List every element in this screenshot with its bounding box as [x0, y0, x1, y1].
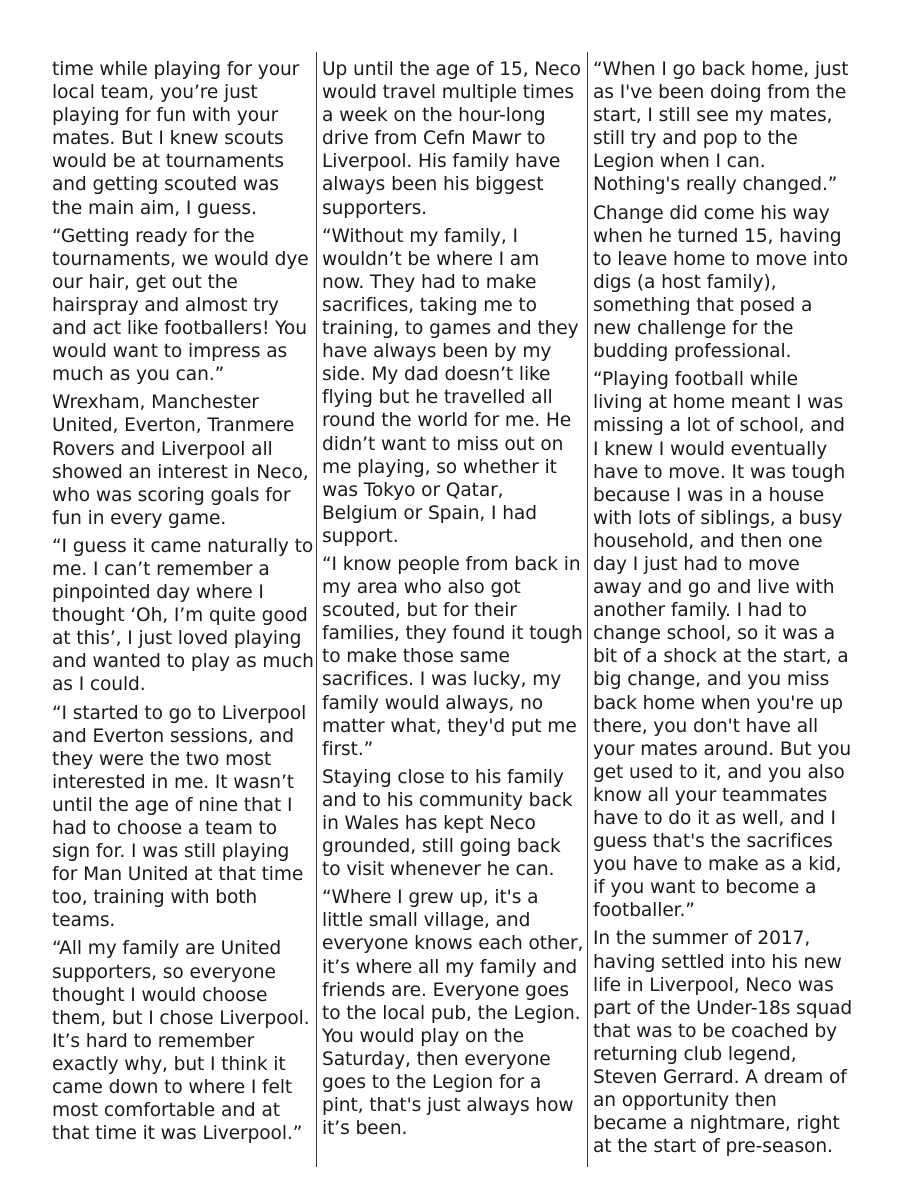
paragraph: In the summer of 2017, having settled into his new life in Liverpool, Neco was part of the Under-18s squad that was to be coached by returning club legend, Steven Gerrard. A dream of an opportunity then became a nightmare, right at the start of pre-season.: [593, 928, 853, 1158]
paragraph: Change did come his way when he turned 15, having to leave home to move into digs (a host family), something that posed a new challenge for the budding professional.: [593, 202, 848, 363]
column-2: [322, 58, 584, 1145]
paragraph: Wrexham, Manchester United, Everton, Tranmere Rovers and Liverpool all showed an interest in Neco, who was scoring goals for fun in every game.: [52, 392, 309, 529]
paragraph: “When I go back home, just as I've been doing from the start, I still see my mates, still try and pop to the Legion when I can. Nothing's really changed.”: [593, 59, 849, 196]
paragraph: “Getting ready for the tournaments, we would dye our hair, get out the hairspray and almost try and act like footballers! You would want to impress as much as you can.”: [52, 225, 309, 386]
paragraph: “Where I grew up, it's a little small village, and everyone knows each other, it’s where all my family and friends are. Everyone goes to the local pub, the Legion. You would play on the Saturday, then everyone goes to the Legion for a pint, that's just always how it’s been.: [322, 887, 584, 1140]
column-divider: [316, 52, 317, 1167]
paragraph: time while playing for your local team, you’re just playing for fun with your mates. But I knew scouts would be at tournaments and getting scouted was the main aim, I guess.: [52, 59, 300, 219]
paragraph: “I guess it came naturally to me. I can’t remember a pinpointed day where I thought ‘Oh, I’m quite good at this’, I just loved playing and wanted to play as much as I could.: [52, 535, 314, 696]
column-3: [593, 58, 853, 1163]
paragraph: “I started to go to Liverpool and Everton sessions, and they were the two most interested in me. It wasn’t until the age of nine that I had to choose a team to sign for. I was still playing for Man United at that time too, training with both teams.: [52, 702, 307, 932]
paragraph: “I know people from back in my area who also got scouted, but for their families, they found it tough to make those same sacrifices. I was lucky, my family would always, no matter what, they'd put me first.”: [322, 553, 583, 760]
paragraph: “Playing football while living at home meant I was missing a lot of school, and I knew I would eventually have to move. It was tough because I was in a house with lots of siblings, a busy household, and then one day I just had to move away and go and live with another family. I had to change school, so it was a bit of a shock at the start, a big change, and you miss back home when you're up there, you don't have all your mates around. But you get used to it, and you also know all your teammates have to do it as well, and I guess that's the sacrifices you have to make as a kid, if you want to become a footballer.”: [593, 369, 852, 922]
paragraph: “Without my family, I wouldn’t be where I am now. They had to make sacrifices, taking me to training, to games and they have always been by my side. My dad doesn’t like flying but he travelled all round the world for me. He didn’t want to miss out on me playing, so whether it was Tokyo or Qatar, Belgium or Spain, I had support.: [322, 225, 579, 547]
paragraph: Up until the age of 15, Neco would travel multiple times a week on the hour-long drive from Cefn Mawr to Liverpool. His family have always been his biggest supporters.: [322, 59, 581, 219]
column-divider: [587, 52, 588, 1167]
paragraph: “All my family are United supporters, so everyone thought I would choose them, but I chose Liverpool. It’s hard to remember exactly why, but I think it came down to where I felt most comfortable and at that time it was Liverpool.”: [52, 938, 310, 1145]
column-1: [52, 58, 314, 1150]
paragraph: Staying close to his family and to his community back in Wales has kept Neco grounded, still going back to visit whenever he can.: [322, 766, 573, 881]
